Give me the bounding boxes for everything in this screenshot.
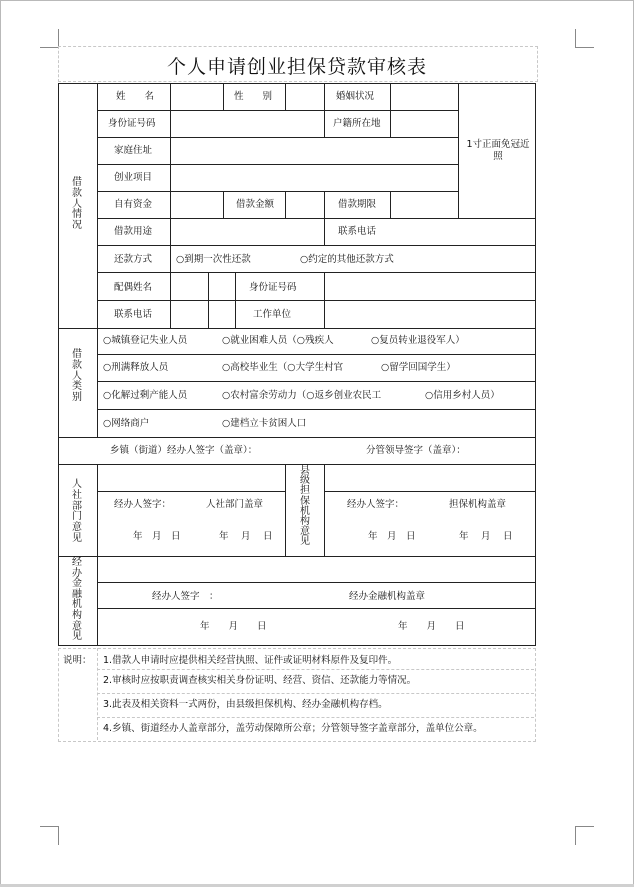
label-gender: 性 别	[234, 91, 273, 102]
label-spouse-phone: 联系电话	[114, 309, 153, 320]
form-title: 个人申请创业担保贷款审核表	[166, 56, 427, 78]
guarantee-section-label: 县 级 担 保 机 构 意 见	[300, 465, 310, 548]
label-repay-method: 还款方式	[114, 254, 153, 265]
repay-option-lump-sum[interactable]: ○到期一次性还款	[176, 254, 251, 265]
bank-signer: 经办人签字 ：	[152, 591, 219, 602]
guarantee-seal-date: 年 月 日	[459, 531, 513, 542]
option-online-merchant[interactable]: ○网络商户	[103, 418, 150, 429]
guarantee-seal: 担保机构盖章	[449, 499, 507, 510]
bank-seal: 经办金融机构盖章	[349, 591, 426, 602]
option-hard-to-employ[interactable]: ○就业困难人员（○残疾人	[222, 335, 334, 346]
guarantee-sign-date: 年 月 日	[368, 531, 416, 542]
note-item-1: 1.借款人申请时应提供相关经营执照、证件或证明材料原件及复印件。	[103, 655, 398, 666]
leader-signature: 分管领导签字（盖章）：	[366, 445, 466, 456]
hr-sign-date: 年 月 日	[133, 531, 181, 542]
note-item-3: 3.此表及相关资料一式两份，由县级担保机构、经办金融机构存档。	[103, 699, 388, 710]
crop-mark-bottom-left	[40, 826, 59, 845]
borrower-section-label: 借 款 人 情 况	[72, 177, 82, 232]
hr-section-label: 人 社 部 门 意 见	[72, 479, 82, 544]
label-hukou: 户籍所在地	[333, 118, 381, 129]
option-returned-student[interactable]: ○留学回国学生）	[381, 362, 456, 373]
label-loan-term: 借款期限	[338, 199, 377, 210]
option-veteran[interactable]: ○复员转业退役军人）	[371, 335, 465, 346]
repay-option-other[interactable]: ○约定的其他还款方式	[300, 254, 394, 265]
label-spouse-id: 身份证号码	[249, 282, 297, 293]
option-rural-labor[interactable]: ○农村富余劳动力（○返乡创业农民工	[222, 390, 382, 401]
option-registered-unemployed[interactable]: ○城镇登记失业人员	[103, 335, 188, 346]
option-graduate[interactable]: ○高校毕业生（○大学生村官	[222, 362, 344, 373]
note-item-4: 4.乡镇、街道经办人盖章部分，盖劳动保障所公章；分管领导签字盖章部分，盖单位公章。	[103, 723, 483, 734]
label-loan-amount: 借款金额	[236, 199, 275, 210]
label-own-funds: 自有资金	[114, 199, 153, 210]
township-signature: 乡镇（街道）经办人签字（盖章）：	[110, 445, 258, 456]
option-overcapacity[interactable]: ○化解过剩产能人员	[103, 390, 188, 401]
guarantee-signer: 经办人签字：	[347, 499, 405, 510]
label-name: 姓 名	[116, 91, 155, 102]
bank-sign-date: 年 月 日	[200, 621, 267, 632]
notes-label: 说明：	[63, 655, 92, 666]
category-section-label: 借 款 人 类 别	[72, 349, 82, 404]
label-id-no: 身份证号码	[108, 118, 156, 129]
option-poverty-household[interactable]: ○建档立卡贫困人口	[222, 418, 307, 429]
crop-mark-bottom-right	[575, 826, 594, 845]
bank-section-label: 经 办 金 融 机 构 意 见	[72, 557, 82, 643]
crop-mark-top-left	[40, 29, 59, 48]
label-address: 家庭住址	[114, 145, 153, 156]
photo-box-label: 1寸正面免冠近照	[466, 139, 530, 162]
label-project: 创业项目	[114, 172, 153, 183]
crop-mark-top-right	[575, 29, 594, 48]
hr-signer: 经办人签字：	[114, 499, 172, 510]
hr-seal: 人社部门盖章	[206, 499, 264, 510]
label-phone: 联系电话	[338, 226, 377, 237]
bank-seal-date: 年 月 日	[398, 621, 465, 632]
label-marital: 婚姻状况	[336, 91, 375, 102]
option-released-prisoner[interactable]: ○刑满释放人员	[103, 362, 169, 373]
label-employer: 工作单位	[253, 309, 292, 320]
hr-seal-date: 年 月 日	[219, 531, 273, 542]
note-item-2: 2.审核时应按职责调查核实相关身份证明、经营、资信、还款能力等情况。	[103, 675, 417, 686]
label-loan-use: 借款用途	[114, 226, 153, 237]
label-spouse-name: 配偶姓名	[114, 282, 153, 293]
option-credit-village[interactable]: ○信用乡村人员）	[425, 390, 500, 401]
